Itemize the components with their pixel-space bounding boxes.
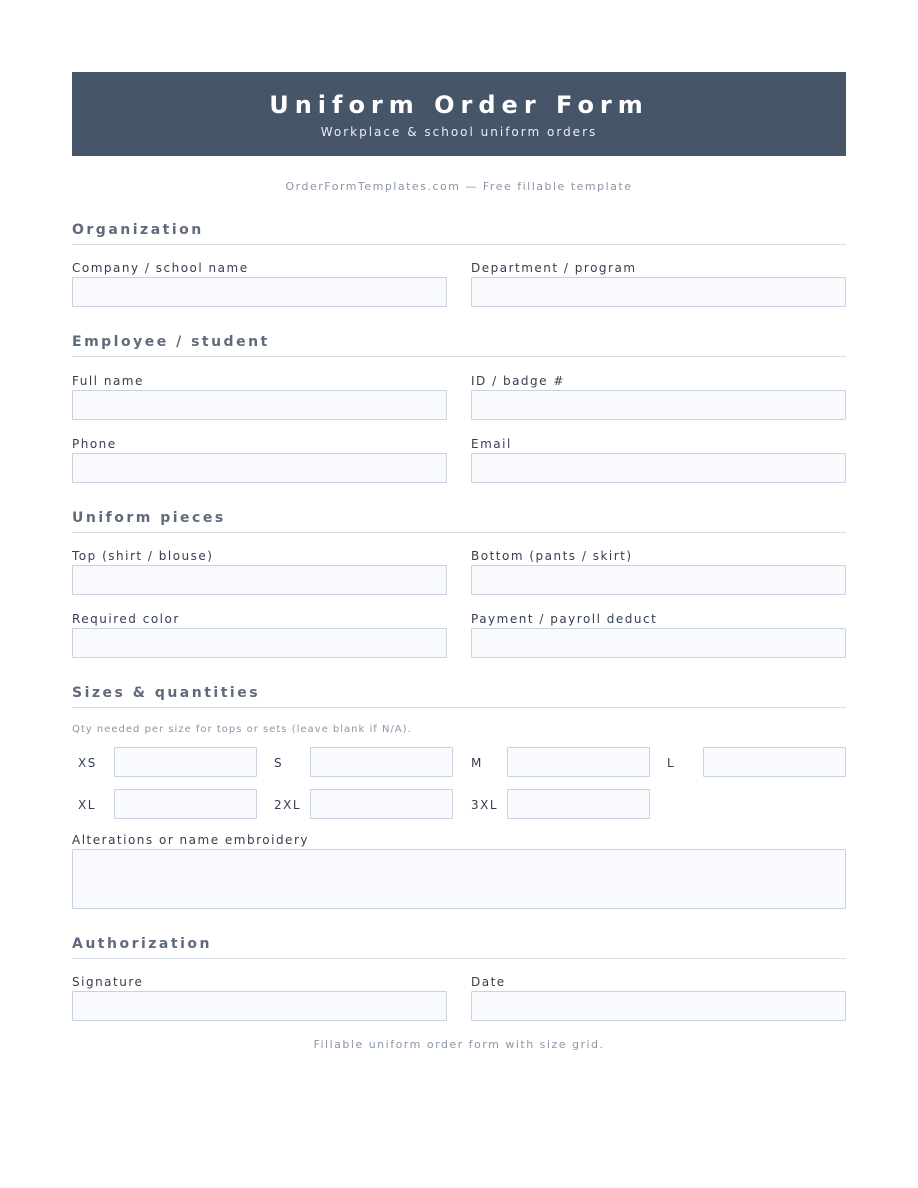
phone-field[interactable] bbox=[72, 453, 447, 483]
section-title-authorization: Authorization bbox=[72, 936, 846, 959]
id-badge-field[interactable] bbox=[471, 390, 846, 420]
signature-field[interactable] bbox=[72, 991, 447, 1021]
date-field[interactable] bbox=[471, 991, 846, 1021]
payment-label: Payment / payroll deduct bbox=[471, 612, 658, 626]
email-field[interactable] bbox=[471, 453, 846, 483]
id-badge-label: ID / badge # bbox=[471, 374, 565, 388]
section-title-sizes: Sizes & quantities bbox=[72, 685, 846, 708]
alterations-label: Alterations or name embroidery bbox=[72, 833, 309, 847]
company-label: Company / school name bbox=[72, 261, 249, 275]
email-label: Email bbox=[471, 437, 512, 451]
company-field[interactable] bbox=[72, 277, 447, 307]
department-label: Department / program bbox=[471, 261, 637, 275]
size-label-s: S bbox=[274, 756, 284, 770]
top-label: Top (shirt / blouse) bbox=[72, 549, 214, 563]
footer-note: Fillable uniform order form with size grid. bbox=[313, 1038, 605, 1051]
section-title-employee: Employee / student bbox=[72, 334, 846, 357]
size-qty-3xl[interactable] bbox=[507, 789, 650, 819]
alterations-field[interactable] bbox=[72, 849, 846, 909]
phone-label: Phone bbox=[72, 437, 117, 451]
size-qty-m[interactable] bbox=[507, 747, 650, 777]
full-name-field[interactable] bbox=[72, 390, 447, 420]
size-qty-l[interactable] bbox=[703, 747, 846, 777]
date-label: Date bbox=[471, 975, 506, 989]
color-field[interactable] bbox=[72, 628, 447, 658]
payment-field[interactable] bbox=[471, 628, 846, 658]
section-title-uniform-pieces: Uniform pieces bbox=[72, 510, 846, 533]
size-qty-xs[interactable] bbox=[114, 747, 257, 777]
form-subtitle: Workplace & school uniform orders bbox=[320, 125, 598, 139]
sizes-hint: Qty needed per size for tops or sets (leave blank if N/A). bbox=[72, 724, 412, 735]
top-field[interactable] bbox=[72, 565, 447, 595]
department-field[interactable] bbox=[471, 277, 846, 307]
size-label-l: L bbox=[667, 756, 676, 770]
size-label-m: M bbox=[471, 756, 483, 770]
form-title: Uniform Order Form bbox=[269, 91, 649, 119]
bottom-field[interactable] bbox=[471, 565, 846, 595]
size-qty-xl[interactable] bbox=[114, 789, 257, 819]
section-title-organization: Organization bbox=[72, 222, 846, 245]
size-label-3xl: 3XL bbox=[471, 798, 499, 812]
bottom-label: Bottom (pants / skirt) bbox=[471, 549, 633, 563]
color-label: Required color bbox=[72, 612, 180, 626]
size-label-2xl: 2XL bbox=[274, 798, 302, 812]
full-name-label: Full name bbox=[72, 374, 144, 388]
form-header bbox=[72, 72, 846, 156]
signature-label: Signature bbox=[72, 975, 144, 989]
size-qty-2xl[interactable] bbox=[310, 789, 453, 819]
source-line: OrderFormTemplates.com — Free fillable template bbox=[285, 180, 633, 193]
size-label-xl: XL bbox=[78, 798, 96, 812]
size-qty-s[interactable] bbox=[310, 747, 453, 777]
size-label-xs: XS bbox=[78, 756, 97, 770]
